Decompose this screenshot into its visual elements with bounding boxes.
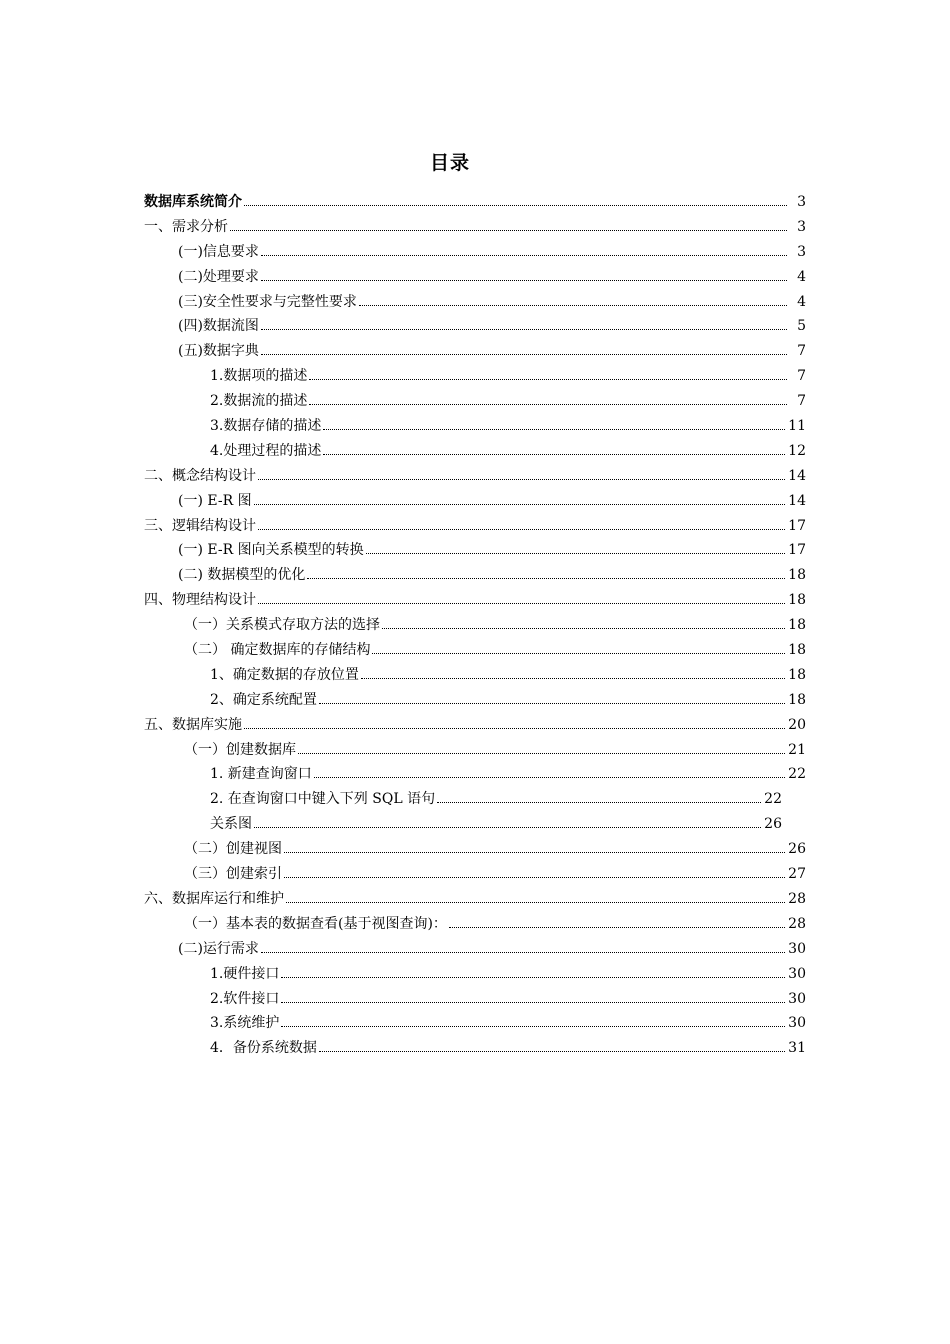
toc-leader-dots: [261, 255, 787, 256]
toc-page-number: 12: [788, 442, 806, 459]
toc-entry-text: 六、数据库运行和维护: [144, 890, 284, 907]
toc-leader-dots: [449, 927, 785, 928]
toc-entry-text: 2.数据流的描述: [210, 393, 308, 410]
toc-page-number: 18: [788, 642, 806, 659]
toc-leader-dots: [298, 753, 785, 754]
toc-entry[interactable]: [144, 265, 806, 290]
toc-entry[interactable]: [144, 787, 806, 812]
toc-leader-dots: [258, 529, 785, 530]
toc-leader-dots: [309, 404, 787, 405]
toc-entry[interactable]: [144, 215, 806, 240]
toc-page-number: 17: [788, 542, 806, 559]
toc-entry[interactable]: [144, 987, 806, 1012]
toc-page-number: 11: [788, 418, 806, 435]
toc-page-number: 31: [788, 1040, 806, 1057]
toc-entry-text: 2、确定系统配置: [210, 691, 317, 708]
toc-leader-dots: [382, 628, 785, 629]
toc-entry-text: （二）创建视图: [184, 841, 282, 858]
toc-page-number: 7: [797, 343, 806, 360]
toc-leader-dots: [323, 429, 785, 430]
toc-entry-text: (一) E-R 图: [178, 492, 252, 509]
toc-entry-text: 1、确定数据的存放位置: [210, 666, 359, 683]
toc-page-number: 30: [788, 990, 806, 1007]
toc-entry[interactable]: [144, 837, 806, 862]
toc-entry-text: （二） 确定数据库的存储结构: [184, 642, 371, 659]
toc-page-number: 26: [788, 841, 806, 858]
toc-leader-dots: [258, 603, 785, 604]
toc-page-number: 3: [797, 243, 806, 260]
toc-entry[interactable]: [144, 414, 806, 439]
toc-leader-dots: [244, 205, 787, 206]
toc-entry-text: 4．备份系统数据: [210, 1040, 317, 1057]
toc-page-number: 20: [788, 716, 806, 733]
toc-entry[interactable]: [144, 738, 806, 763]
toc-entry-text: (五)数据字典: [178, 343, 259, 360]
toc-page-number: 28: [788, 915, 806, 932]
toc-entry-text: （三）创建索引: [184, 866, 282, 883]
toc-leader-dots: [261, 280, 787, 281]
toc-page-number: 26: [764, 816, 782, 833]
toc-entry-text: （一）创建数据库: [184, 741, 296, 758]
toc-page-number: 4: [797, 293, 806, 310]
toc-leader-dots: [284, 877, 785, 878]
toc-leader-dots: [281, 1026, 785, 1027]
toc-entry-text: 数据库系统简介: [144, 194, 242, 210]
toc-entry-text: 关系图: [210, 816, 252, 833]
toc-title: 目录: [429, 152, 470, 174]
toc-entry-text: 1.硬件接口: [210, 965, 280, 982]
toc-entry-text: (一) E-R 图向关系模型的转换: [178, 542, 364, 559]
toc-entry[interactable]: [144, 1011, 806, 1036]
toc-entry[interactable]: [144, 762, 806, 787]
toc-leader-dots: [261, 329, 787, 330]
toc-entry[interactable]: [144, 464, 806, 489]
toc-leader-dots: [314, 777, 785, 778]
toc-leader-dots: [366, 553, 786, 554]
toc-entry[interactable]: [144, 514, 806, 539]
toc-entry[interactable]: [144, 912, 806, 937]
toc-entry-text: 四、物理结构设计: [144, 592, 256, 609]
toc-leader-dots: [230, 230, 787, 231]
toc-entry[interactable]: [144, 713, 806, 738]
toc-leader-dots: [323, 454, 785, 455]
toc-entry[interactable]: [144, 688, 806, 713]
toc-leader-dots: [319, 1051, 785, 1052]
toc-entry[interactable]: [144, 389, 806, 414]
toc-page-number: 14: [788, 467, 806, 484]
toc-entry-text: （一）关系模式存取方法的选择: [184, 617, 380, 634]
toc-entry-text: (二)运行需求: [178, 940, 259, 957]
toc-leader-dots: [437, 802, 761, 803]
toc-leader-dots: [319, 703, 785, 704]
toc-page-number: 21: [788, 741, 806, 758]
toc-entry[interactable]: [144, 314, 806, 339]
toc-entry[interactable]: [144, 240, 806, 265]
toc-entry[interactable]: [144, 937, 806, 962]
toc-page-number: 14: [788, 492, 806, 509]
toc-entry-text: 3.系统维护: [210, 1015, 280, 1032]
toc-page-number: 22: [764, 791, 782, 808]
toc-entry[interactable]: [144, 489, 806, 514]
toc-leader-dots: [254, 827, 761, 828]
toc-leader-dots: [281, 977, 785, 978]
toc-entry-text: (三)安全性要求与完整性要求: [178, 293, 357, 310]
toc-leader-dots: [309, 379, 787, 380]
toc-entry[interactable]: [144, 439, 806, 464]
toc-page-number: 7: [797, 368, 806, 385]
toc-leader-dots: [254, 504, 786, 505]
toc-page-number: 4: [797, 268, 806, 285]
toc-leader-dots: [284, 852, 785, 853]
toc-entry-text: 1. 新建查询窗口: [210, 766, 312, 783]
toc-entry-text: 2.软件接口: [210, 990, 280, 1007]
toc-leader-dots: [281, 1002, 785, 1003]
toc-page-number: 18: [788, 592, 806, 609]
toc-entry-text: 二、概念结构设计: [144, 467, 256, 484]
toc-page-number: 5: [797, 318, 806, 335]
toc-entry-text: 一、需求分析: [144, 218, 228, 235]
toc-entry-text: 3.数据存储的描述: [210, 418, 322, 435]
toc-entry[interactable]: [144, 364, 806, 389]
toc-page-number: 17: [788, 517, 806, 534]
toc-page-number: 3: [797, 218, 806, 235]
toc-entry[interactable]: [144, 663, 806, 688]
toc-leader-dots: [261, 354, 787, 355]
toc-entry-text: (二) 数据模型的优化: [178, 567, 306, 584]
toc-entry-text: （一）基本表的数据查看(基于视图查询)：: [184, 915, 447, 932]
toc-entry[interactable]: [144, 962, 806, 987]
toc-page-number: 18: [788, 691, 806, 708]
toc-entry[interactable]: [144, 588, 806, 613]
toc-leader-dots: [361, 678, 785, 679]
toc-entry-text: 4.处理过程的描述: [210, 442, 322, 459]
toc-page-number: 27: [788, 866, 806, 883]
toc-leader-dots: [372, 653, 785, 654]
toc-entry[interactable]: [144, 638, 806, 663]
toc-entry-text: (一)信息要求: [178, 243, 259, 260]
toc-entry[interactable]: [144, 1036, 806, 1061]
toc-entry-text: 五、数据库实施: [144, 716, 242, 733]
toc-leader-dots: [307, 578, 785, 579]
toc-page-number: 30: [788, 1015, 806, 1032]
table-of-contents: [144, 190, 806, 1061]
toc-entry-text: (四)数据流图: [178, 318, 259, 335]
toc-leader-dots: [261, 952, 785, 953]
toc-page-number: 30: [788, 965, 806, 982]
toc-page-number: 28: [788, 890, 806, 907]
toc-page-number: 18: [788, 617, 806, 634]
toc-entry-text: 三、逻辑结构设计: [144, 517, 256, 534]
toc-entry[interactable]: [144, 812, 806, 837]
toc-page-number: 18: [788, 567, 806, 584]
toc-entry[interactable]: [144, 563, 806, 588]
toc-page-number: 18: [788, 666, 806, 683]
toc-entry-text: (二)处理要求: [178, 268, 259, 285]
toc-leader-dots: [258, 479, 785, 480]
toc-page-number: 30: [788, 940, 806, 957]
toc-page-number: 7: [797, 393, 806, 410]
toc-page-number: 3: [797, 194, 806, 210]
toc-page-number: 22: [788, 766, 806, 783]
toc-entry[interactable]: [144, 290, 806, 315]
toc-entry[interactable]: [144, 887, 806, 912]
toc-entry[interactable]: [144, 339, 806, 364]
toc-leader-dots: [286, 902, 785, 903]
toc-leader-dots: [359, 305, 787, 306]
toc-entry[interactable]: [144, 613, 806, 638]
toc-entry[interactable]: [144, 190, 806, 215]
toc-entry[interactable]: [144, 538, 806, 563]
toc-entry[interactable]: [144, 862, 806, 887]
toc-entry-text: 1.数据项的描述: [210, 368, 308, 385]
toc-entry-text: 2. 在查询窗口中键入下列 SQL 语句: [210, 791, 436, 808]
toc-leader-dots: [244, 728, 785, 729]
